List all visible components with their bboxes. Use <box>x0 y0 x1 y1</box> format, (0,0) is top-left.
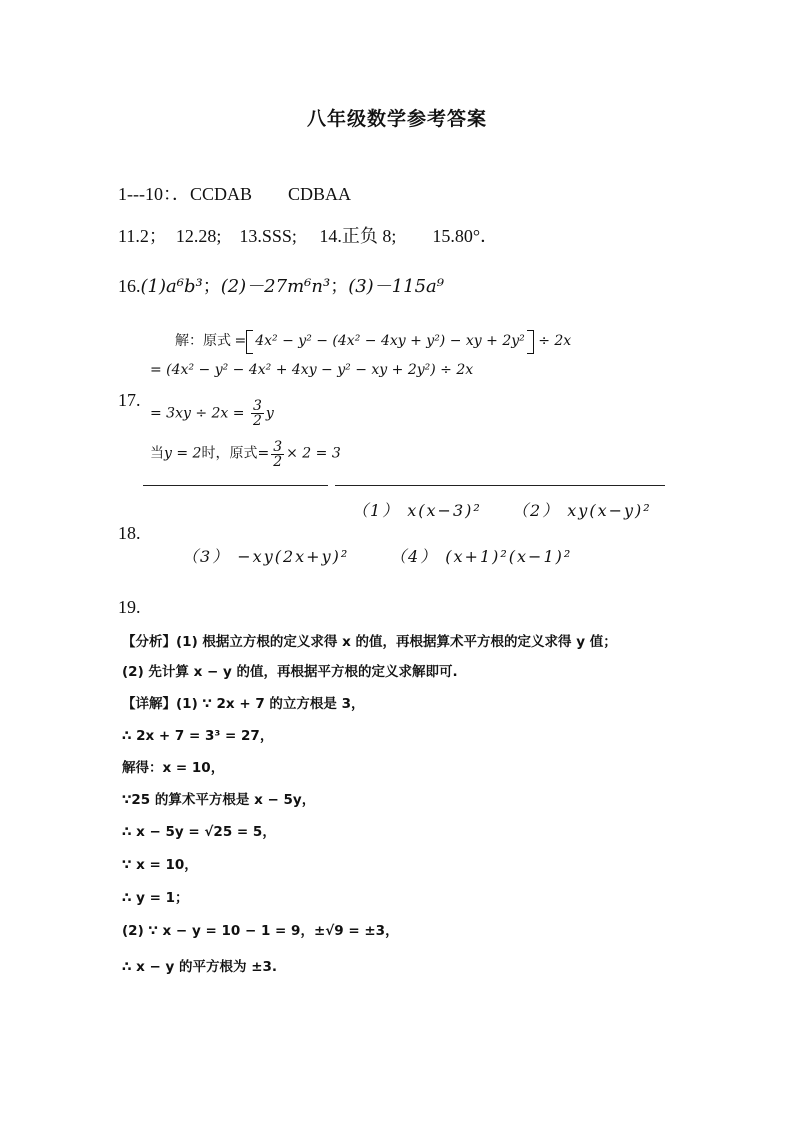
q18-number: 18. <box>118 523 141 543</box>
q17-line4-label: 时，原式 <box>201 446 258 462</box>
q19-detail-3: 解得：x = 10， <box>122 760 225 776</box>
q16-sep1: ； <box>202 276 221 296</box>
q17-line2: = (4x² − y² − 4x² + 4xy − y² − xy + 2y²) ÷ 2x <box>150 362 474 378</box>
q18-answer-1: （1） x(x−3)² <box>352 501 482 520</box>
q17-line1-suffix: ÷ 2x <box>533 333 572 350</box>
q19-detail-9: ∴ x − y 的平方根为 ±3. <box>122 959 278 975</box>
q19-detail-7: ∴ y = 1； <box>122 890 189 906</box>
right-bracket-icon <box>527 330 534 354</box>
q19-analysis-2: (2) 先计算 x − y 的值，再根据平方根的定义求解即可. <box>122 664 458 680</box>
fraction-denominator: 2 <box>273 454 283 470</box>
page-title: 八年级数学参考答案 <box>306 109 487 130</box>
q17-line4-when: 当 <box>150 446 164 462</box>
q16-part1: (1)a⁶b³ <box>140 276 203 297</box>
q17-line3-left: = 3xy ÷ 2x = <box>150 405 245 422</box>
divider-right <box>335 485 665 486</box>
divider-left <box>143 485 328 486</box>
q16-sep2: ； <box>330 276 349 296</box>
q17-line1-prefix: 解：原式 <box>175 334 231 350</box>
fraction-numerator: 3 <box>252 398 262 414</box>
q19-detail-8: (2) ∵ x − y = 10 − 1 = 9，±√9 = ±3， <box>122 923 399 939</box>
q17-line4-end: × 2 = 3 <box>286 445 341 462</box>
q16-part2: (2)－27m⁶n³ <box>220 276 331 297</box>
q18-answer-2: （2） xy(x−y)² <box>512 501 652 520</box>
q18-answer-3: （3） −xy(2x+y)² <box>182 547 350 566</box>
q17-line1-expr: 4x² − y² − (4x² − 4xy + y²) − xy + 2y² <box>255 333 525 350</box>
fraction <box>251 399 264 428</box>
q19-detail-5: ∴ x − 5y = √25 = 5， <box>122 824 276 840</box>
q16-number: 16. <box>118 276 141 296</box>
left-bracket-icon <box>246 330 253 354</box>
answers-1-10: 1---10：．CCDAB CDBAA <box>118 184 352 204</box>
fraction <box>271 440 284 469</box>
q19-detail-2: ∴ 2x + 7 = 3³ = 27， <box>122 728 274 744</box>
q18-answer-4: （4） (x+1)²(x−1)² <box>390 547 573 566</box>
q19-number: 19. <box>118 597 141 617</box>
q17-line3-var: y <box>265 405 274 422</box>
q19-detail-1: 【详解】(1) ∵ 2x + 7 的立方根是 3， <box>122 696 365 712</box>
q17-line4-condition: y = 2 <box>164 445 202 462</box>
answers-11-15: 11.2； 12.28; 13.SSS; 14.正负 8; 15.80°． <box>118 226 499 246</box>
q17-line4-eq: = <box>257 445 270 462</box>
q19-detail-4: ∵25 的算术平方根是 x − 5y， <box>122 792 316 808</box>
q17-line4 <box>150 440 341 469</box>
q19-analysis-1: 【分析】(1) 根据立方根的定义求得 x 的值，再根据算术平方根的定义求得 y 值； <box>122 634 617 650</box>
answer-16 <box>118 272 444 298</box>
q17-number: 17. <box>118 390 141 410</box>
q19-detail-6: ∵ x = 10， <box>122 857 198 873</box>
q17-line1: 解：原式 = 4x² − y² − (4x² − 4xy + y²) − xy + 2y² ÷ 2x <box>175 330 571 354</box>
fraction-denominator: 2 <box>252 413 262 429</box>
fraction-numerator: 3 <box>273 439 283 455</box>
q17-line3 <box>150 399 274 428</box>
q16-part3: (3)－115a⁹ <box>348 276 444 297</box>
